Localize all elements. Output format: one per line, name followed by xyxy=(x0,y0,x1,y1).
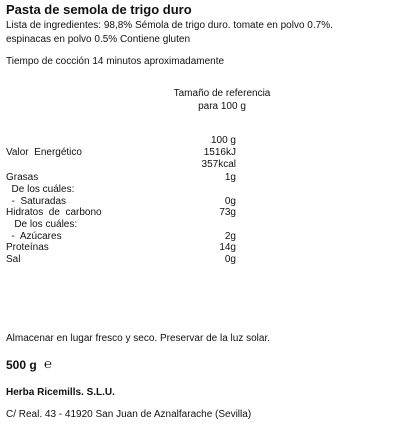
ingredients-line-1: Lista de ingredientes: 98,8% Sémola de trigo duro. tomate en polvo 0.7%. xyxy=(6,20,333,31)
nutrition-label: De los cuáles: xyxy=(6,184,75,195)
nutrition-label: Valor Energético xyxy=(6,147,82,158)
product-title: Pasta de semola de trigo duro xyxy=(6,2,192,17)
nutrition-value: 100 g xyxy=(210,135,236,146)
nutrition-label: Sal xyxy=(6,254,21,265)
estimated-sign-icon: ℮ xyxy=(44,356,52,371)
net-weight xyxy=(6,358,37,372)
reference-size xyxy=(160,87,284,113)
nutrition-row-salt xyxy=(0,254,400,267)
ingredients-line-2: espinacas en polvo 0.5% Contiene gluten xyxy=(6,34,191,45)
reference-size-line-1: Tamaño de referencia xyxy=(173,88,271,99)
nutrition-value: 0g xyxy=(224,196,236,207)
nutrition-label: - Azúcares xyxy=(6,231,62,242)
ingredients-list xyxy=(6,19,394,47)
nutrition-value: 14g xyxy=(219,242,236,253)
company-address: C/ Real. 43 - 41920 San Juan de Aznalfarache (Sevilla) xyxy=(6,409,252,420)
reference-size-line-2: para 100 g xyxy=(198,101,246,112)
nutrition-label: De los cuáles: xyxy=(6,219,78,230)
nutrition-value: 1516kJ xyxy=(203,147,236,158)
company-name: Herba Ricemills. S.L.U. xyxy=(6,387,115,398)
nutrition-value: 0g xyxy=(224,254,236,265)
nutrition-value: 357kcal xyxy=(201,159,236,170)
storage-instructions: Almacenar en lugar fresco y seco. Preservar de la luz solar. xyxy=(6,333,271,344)
nutrition-value: 1g xyxy=(224,172,236,183)
nutrition-value: 73g xyxy=(219,207,236,218)
nutrition-value: 2g xyxy=(224,231,236,242)
nutrition-label: Grasas xyxy=(6,172,39,183)
net-weight-value: 500 g xyxy=(6,358,37,372)
nutrition-label: Hidratos de carbono xyxy=(6,207,102,218)
nutrition-label: Proteínas xyxy=(6,242,49,253)
nutrition-label: - Saturadas xyxy=(6,196,67,207)
nutrition-row-energy-kcal xyxy=(0,159,400,172)
cooking-time: Tiempo de cocción 14 minutos aproximadamente xyxy=(6,56,225,67)
